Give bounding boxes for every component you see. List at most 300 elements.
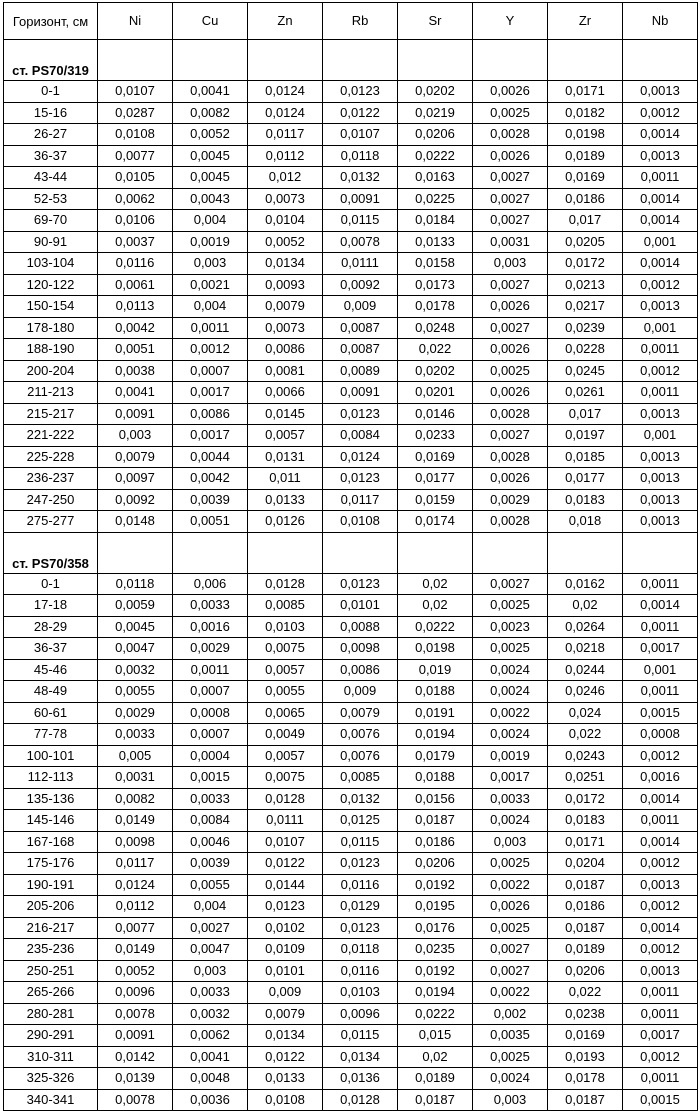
cell-zr: 0,024 [548, 702, 623, 724]
cell-y: 0,0025 [473, 638, 548, 660]
cell-cu: 0,0062 [173, 1025, 248, 1047]
cell-sr: 0,0235 [398, 939, 473, 961]
cell-sr: 0,0222 [398, 1003, 473, 1025]
cell-rb: 0,0111 [323, 253, 398, 275]
table-row [4, 1003, 698, 1025]
table-row [4, 1046, 698, 1068]
cell-sr: 0,0225 [398, 188, 473, 210]
cell-ni: 0,0041 [98, 382, 173, 404]
cell-zr: 0,0187 [548, 1089, 623, 1111]
table-row [4, 745, 698, 767]
cell-zn: 0,0065 [248, 702, 323, 724]
cell-zr: 0,0186 [548, 188, 623, 210]
cell-zn: 0,0066 [248, 382, 323, 404]
cell-horizon: 43-44 [4, 167, 98, 189]
cell-cu: 0,0041 [173, 1046, 248, 1068]
cell-y: 0,0022 [473, 702, 548, 724]
cell-zr: 0,0204 [548, 853, 623, 875]
cell-ni: 0,0108 [98, 124, 173, 146]
table-row [4, 360, 698, 382]
cell-sr: 0,022 [398, 339, 473, 361]
cell-horizon: 190-191 [4, 874, 98, 896]
table-row [4, 681, 698, 703]
cell-ni: 0,0038 [98, 360, 173, 382]
station-row [4, 532, 698, 573]
cell-horizon: 247-250 [4, 489, 98, 511]
cell-horizon: 145-146 [4, 810, 98, 832]
cell-rb: 0,0085 [323, 767, 398, 789]
cell-nb: 0,0012 [623, 745, 698, 767]
cell-y: 0,0025 [473, 853, 548, 875]
cell-y: 0,0026 [473, 339, 548, 361]
table-row [4, 382, 698, 404]
cell-nb: 0,0012 [623, 1046, 698, 1068]
cell-rb: 0,0089 [323, 360, 398, 382]
cell-nb: 0,0014 [623, 188, 698, 210]
cell-zr: 0,0177 [548, 468, 623, 490]
cell-y: 0,0026 [473, 896, 548, 918]
cell-sr: 0,0173 [398, 274, 473, 296]
cell-horizon: 45-46 [4, 659, 98, 681]
cell-ni: 0,0107 [98, 81, 173, 103]
cell-rb: 0,0115 [323, 831, 398, 853]
cell-nb: 0,0017 [623, 638, 698, 660]
cell-zr: 0,0169 [548, 1025, 623, 1047]
cell-sr: 0,0219 [398, 102, 473, 124]
cell-nb: 0,0014 [623, 831, 698, 853]
cell-zr: 0,0162 [548, 573, 623, 595]
cell-cu: 0,0008 [173, 702, 248, 724]
table-row [4, 659, 698, 681]
cell-rb: 0,0123 [323, 917, 398, 939]
cell-ni: 0,0287 [98, 102, 173, 124]
cell-ni: 0,0105 [98, 167, 173, 189]
table-row [4, 767, 698, 789]
cell-horizon: 77-78 [4, 724, 98, 746]
cell-rb: 0,0116 [323, 874, 398, 896]
empty-cell [398, 40, 473, 81]
cell-horizon: 17-18 [4, 595, 98, 617]
cell-zr: 0,02 [548, 595, 623, 617]
element-concentration-table [3, 2, 698, 1111]
table-row [4, 446, 698, 468]
table-row [4, 595, 698, 617]
cell-nb: 0,0013 [623, 296, 698, 318]
cell-zn: 0,0128 [248, 573, 323, 595]
cell-zr: 0,0186 [548, 896, 623, 918]
cell-ni: 0,0078 [98, 1003, 173, 1025]
table-row [4, 296, 698, 318]
cell-ni: 0,0098 [98, 831, 173, 853]
cell-nb: 0,0011 [623, 681, 698, 703]
cell-nb: 0,001 [623, 659, 698, 681]
cell-y: 0,0026 [473, 296, 548, 318]
cell-rb: 0,0079 [323, 702, 398, 724]
cell-y: 0,0027 [473, 939, 548, 961]
cell-y: 0,0027 [473, 210, 548, 232]
cell-cu: 0,0016 [173, 616, 248, 638]
cell-y: 0,0023 [473, 616, 548, 638]
cell-zn: 0,0122 [248, 853, 323, 875]
cell-cu: 0,0052 [173, 124, 248, 146]
cell-y: 0,0027 [473, 317, 548, 339]
table-row [4, 1025, 698, 1047]
table-row [4, 939, 698, 961]
cell-zr: 0,0197 [548, 425, 623, 447]
cell-horizon: 36-37 [4, 145, 98, 167]
cell-cu: 0,0033 [173, 982, 248, 1004]
cell-nb: 0,0011 [623, 573, 698, 595]
cell-y: 0,0026 [473, 382, 548, 404]
cell-sr: 0,0187 [398, 810, 473, 832]
table-row [4, 917, 698, 939]
cell-nb: 0,0011 [623, 382, 698, 404]
cell-ni: 0,0148 [98, 511, 173, 533]
cell-zr: 0,0193 [548, 1046, 623, 1068]
table-row [4, 1068, 698, 1090]
cell-cu: 0,0042 [173, 468, 248, 490]
cell-cu: 0,006 [173, 573, 248, 595]
table-row [4, 616, 698, 638]
cell-cu: 0,0084 [173, 810, 248, 832]
cell-zn: 0,0081 [248, 360, 323, 382]
cell-rb: 0,0134 [323, 1046, 398, 1068]
cell-nb: 0,0012 [623, 360, 698, 382]
cell-horizon: 48-49 [4, 681, 98, 703]
cell-nb: 0,0013 [623, 874, 698, 896]
cell-rb: 0,0116 [323, 960, 398, 982]
cell-nb: 0,0011 [623, 339, 698, 361]
cell-y: 0,0028 [473, 124, 548, 146]
cell-cu: 0,0046 [173, 831, 248, 853]
cell-cu: 0,0043 [173, 188, 248, 210]
table-row [4, 210, 698, 232]
cell-zn: 0,0101 [248, 960, 323, 982]
cell-horizon: 200-204 [4, 360, 98, 382]
cell-rb: 0,0115 [323, 1025, 398, 1047]
cell-y: 0,0017 [473, 767, 548, 789]
cell-horizon: 15-16 [4, 102, 98, 124]
cell-rb: 0,0118 [323, 145, 398, 167]
cell-cu: 0,0047 [173, 939, 248, 961]
table-row [4, 788, 698, 810]
cell-nb: 0,001 [623, 317, 698, 339]
cell-zr: 0,0238 [548, 1003, 623, 1025]
cell-horizon: 60-61 [4, 702, 98, 724]
table-row [4, 145, 698, 167]
cell-sr: 0,0177 [398, 468, 473, 490]
table-row [4, 702, 698, 724]
cell-nb: 0,0013 [623, 489, 698, 511]
cell-ni: 0,0116 [98, 253, 173, 275]
cell-horizon: 175-176 [4, 853, 98, 875]
cell-cu: 0,0011 [173, 317, 248, 339]
cell-zn: 0,0079 [248, 1003, 323, 1025]
cell-sr: 0,0192 [398, 960, 473, 982]
cell-y: 0,0028 [473, 446, 548, 468]
cell-zn: 0,0123 [248, 896, 323, 918]
cell-cu: 0,0021 [173, 274, 248, 296]
cell-zn: 0,0104 [248, 210, 323, 232]
cell-rb: 0,0123 [323, 468, 398, 490]
cell-nb: 0,0014 [623, 595, 698, 617]
cell-sr: 0,0187 [398, 1089, 473, 1111]
cell-horizon: 120-122 [4, 274, 98, 296]
cell-rb: 0,0136 [323, 1068, 398, 1090]
cell-y: 0,0027 [473, 274, 548, 296]
empty-cell [623, 40, 698, 81]
cell-ni: 0,0079 [98, 446, 173, 468]
cell-zr: 0,0244 [548, 659, 623, 681]
cell-cu: 0,004 [173, 296, 248, 318]
cell-ni: 0,0032 [98, 659, 173, 681]
cell-zn: 0,0111 [248, 810, 323, 832]
cell-zn: 0,0126 [248, 511, 323, 533]
cell-nb: 0,0014 [623, 788, 698, 810]
cell-rb: 0,009 [323, 296, 398, 318]
cell-horizon: 188-190 [4, 339, 98, 361]
cell-sr: 0,015 [398, 1025, 473, 1047]
table-row [4, 960, 698, 982]
cell-horizon: 36-37 [4, 638, 98, 660]
cell-ni: 0,0124 [98, 874, 173, 896]
cell-zn: 0,012 [248, 167, 323, 189]
empty-cell [98, 40, 173, 81]
cell-zr: 0,0171 [548, 831, 623, 853]
cell-zr: 0,0228 [548, 339, 623, 361]
cell-zn: 0,0124 [248, 102, 323, 124]
empty-cell [548, 40, 623, 81]
cell-ni: 0,0037 [98, 231, 173, 253]
cell-zr: 0,0189 [548, 145, 623, 167]
cell-zr: 0,0172 [548, 253, 623, 275]
cell-zn: 0,0124 [248, 81, 323, 103]
cell-horizon: 167-168 [4, 831, 98, 853]
cell-sr: 0,0156 [398, 788, 473, 810]
cell-sr: 0,0179 [398, 745, 473, 767]
cell-rb: 0,0092 [323, 274, 398, 296]
cell-sr: 0,0248 [398, 317, 473, 339]
cell-zn: 0,0102 [248, 917, 323, 939]
cell-sr: 0,0186 [398, 831, 473, 853]
cell-zn: 0,0073 [248, 188, 323, 210]
cell-y: 0,003 [473, 253, 548, 275]
cell-cu: 0,0045 [173, 167, 248, 189]
cell-zr: 0,0218 [548, 638, 623, 660]
cell-zn: 0,0108 [248, 1089, 323, 1111]
table-row [4, 896, 698, 918]
cell-horizon: 325-326 [4, 1068, 98, 1090]
cell-rb: 0,0076 [323, 724, 398, 746]
cell-horizon: 216-217 [4, 917, 98, 939]
cell-nb: 0,001 [623, 231, 698, 253]
cell-nb: 0,0013 [623, 403, 698, 425]
cell-y: 0,0025 [473, 595, 548, 617]
cell-zr: 0,0183 [548, 489, 623, 511]
cell-zn: 0,0145 [248, 403, 323, 425]
table-row [4, 253, 698, 275]
cell-horizon: 0-1 [4, 573, 98, 595]
column-header-y: Y [473, 3, 548, 40]
cell-cu: 0,0019 [173, 231, 248, 253]
cell-y: 0,0024 [473, 681, 548, 703]
cell-cu: 0,0027 [173, 917, 248, 939]
cell-y: 0,0024 [473, 724, 548, 746]
cell-sr: 0,0233 [398, 425, 473, 447]
cell-horizon: 280-281 [4, 1003, 98, 1025]
empty-cell [173, 40, 248, 81]
cell-horizon: 340-341 [4, 1089, 98, 1111]
cell-ni: 0,0096 [98, 982, 173, 1004]
cell-zn: 0,0122 [248, 1046, 323, 1068]
table-row [4, 810, 698, 832]
cell-y: 0,0027 [473, 573, 548, 595]
cell-horizon: 0-1 [4, 81, 98, 103]
cell-cu: 0,0017 [173, 382, 248, 404]
table-row [4, 638, 698, 660]
cell-sr: 0,0159 [398, 489, 473, 511]
cell-ni: 0,0077 [98, 145, 173, 167]
cell-y: 0,0027 [473, 167, 548, 189]
cell-y: 0,0024 [473, 1068, 548, 1090]
empty-cell [98, 532, 173, 573]
cell-horizon: 90-91 [4, 231, 98, 253]
cell-zr: 0,0187 [548, 874, 623, 896]
cell-ni: 0,0033 [98, 724, 173, 746]
table-row [4, 403, 698, 425]
cell-zr: 0,0243 [548, 745, 623, 767]
cell-horizon: 103-104 [4, 253, 98, 275]
cell-nb: 0,0013 [623, 446, 698, 468]
cell-rb: 0,0123 [323, 573, 398, 595]
cell-y: 0,0025 [473, 102, 548, 124]
cell-y: 0,0027 [473, 425, 548, 447]
cell-y: 0,0027 [473, 188, 548, 210]
cell-rb: 0,0123 [323, 403, 398, 425]
cell-horizon: 211-213 [4, 382, 98, 404]
table-row [4, 425, 698, 447]
cell-rb: 0,0087 [323, 339, 398, 361]
cell-ni: 0,0061 [98, 274, 173, 296]
cell-sr: 0,0198 [398, 638, 473, 660]
cell-horizon: 310-311 [4, 1046, 98, 1068]
cell-nb: 0,0011 [623, 1003, 698, 1025]
cell-zn: 0,0085 [248, 595, 323, 617]
cell-nb: 0,0011 [623, 616, 698, 638]
empty-cell [248, 532, 323, 573]
cell-rb: 0,0107 [323, 124, 398, 146]
cell-horizon: 235-236 [4, 939, 98, 961]
cell-rb: 0,0128 [323, 1089, 398, 1111]
table-row [4, 724, 698, 746]
cell-zr: 0,017 [548, 210, 623, 232]
cell-cu: 0,0045 [173, 145, 248, 167]
cell-zr: 0,0239 [548, 317, 623, 339]
cell-zr: 0,0198 [548, 124, 623, 146]
empty-cell [548, 532, 623, 573]
cell-y: 0,0022 [473, 982, 548, 1004]
cell-zn: 0,009 [248, 982, 323, 1004]
cell-nb: 0,0013 [623, 960, 698, 982]
table-row [4, 274, 698, 296]
cell-ni: 0,0149 [98, 810, 173, 832]
table-row [4, 167, 698, 189]
table-row [4, 573, 698, 595]
cell-cu: 0,0044 [173, 446, 248, 468]
cell-cu: 0,0048 [173, 1068, 248, 1090]
cell-zn: 0,0079 [248, 296, 323, 318]
cell-sr: 0,0188 [398, 767, 473, 789]
cell-ni: 0,0031 [98, 767, 173, 789]
cell-ni: 0,0113 [98, 296, 173, 318]
column-header-horizon: Горизонт, см [4, 3, 98, 40]
cell-y: 0,0026 [473, 145, 548, 167]
cell-horizon: 100-101 [4, 745, 98, 767]
cell-sr: 0,0194 [398, 982, 473, 1004]
table-row [4, 982, 698, 1004]
cell-sr: 0,0146 [398, 403, 473, 425]
cell-rb: 0,0091 [323, 382, 398, 404]
cell-cu: 0,0032 [173, 1003, 248, 1025]
cell-ni: 0,0139 [98, 1068, 173, 1090]
cell-zr: 0,0178 [548, 1068, 623, 1090]
cell-sr: 0,0133 [398, 231, 473, 253]
cell-sr: 0,0176 [398, 917, 473, 939]
cell-zn: 0,0112 [248, 145, 323, 167]
cell-rb: 0,0084 [323, 425, 398, 447]
cell-rb: 0,0124 [323, 446, 398, 468]
cell-zn: 0,0093 [248, 274, 323, 296]
cell-nb: 0,0014 [623, 253, 698, 275]
cell-rb: 0,0088 [323, 616, 398, 638]
cell-ni: 0,0078 [98, 1089, 173, 1111]
cell-ni: 0,0082 [98, 788, 173, 810]
cell-zn: 0,0055 [248, 681, 323, 703]
cell-sr: 0,0184 [398, 210, 473, 232]
cell-rb: 0,0108 [323, 511, 398, 533]
cell-zr: 0,0261 [548, 382, 623, 404]
cell-ni: 0,0142 [98, 1046, 173, 1068]
cell-zn: 0,0086 [248, 339, 323, 361]
cell-nb: 0,0012 [623, 896, 698, 918]
cell-y: 0,0024 [473, 810, 548, 832]
cell-ni: 0,0091 [98, 1025, 173, 1047]
table-row [4, 188, 698, 210]
cell-rb: 0,0086 [323, 659, 398, 681]
cell-ni: 0,0062 [98, 188, 173, 210]
cell-zn: 0,0128 [248, 788, 323, 810]
cell-y: 0,0025 [473, 917, 548, 939]
cell-zr: 0,0246 [548, 681, 623, 703]
cell-cu: 0,0033 [173, 788, 248, 810]
column-header-rb: Rb [323, 3, 398, 40]
column-header-ni: Ni [98, 3, 173, 40]
cell-sr: 0,02 [398, 1046, 473, 1068]
cell-y: 0,0024 [473, 659, 548, 681]
table-row [4, 511, 698, 533]
cell-nb: 0,0013 [623, 145, 698, 167]
cell-zr: 0,0264 [548, 616, 623, 638]
cell-horizon: 26-27 [4, 124, 98, 146]
cell-sr: 0,0192 [398, 874, 473, 896]
cell-y: 0,0028 [473, 403, 548, 425]
cell-rb: 0,0115 [323, 210, 398, 232]
cell-zn: 0,0052 [248, 231, 323, 253]
cell-cu: 0,004 [173, 896, 248, 918]
cell-horizon: 52-53 [4, 188, 98, 210]
cell-zr: 0,0245 [548, 360, 623, 382]
cell-sr: 0,0206 [398, 124, 473, 146]
